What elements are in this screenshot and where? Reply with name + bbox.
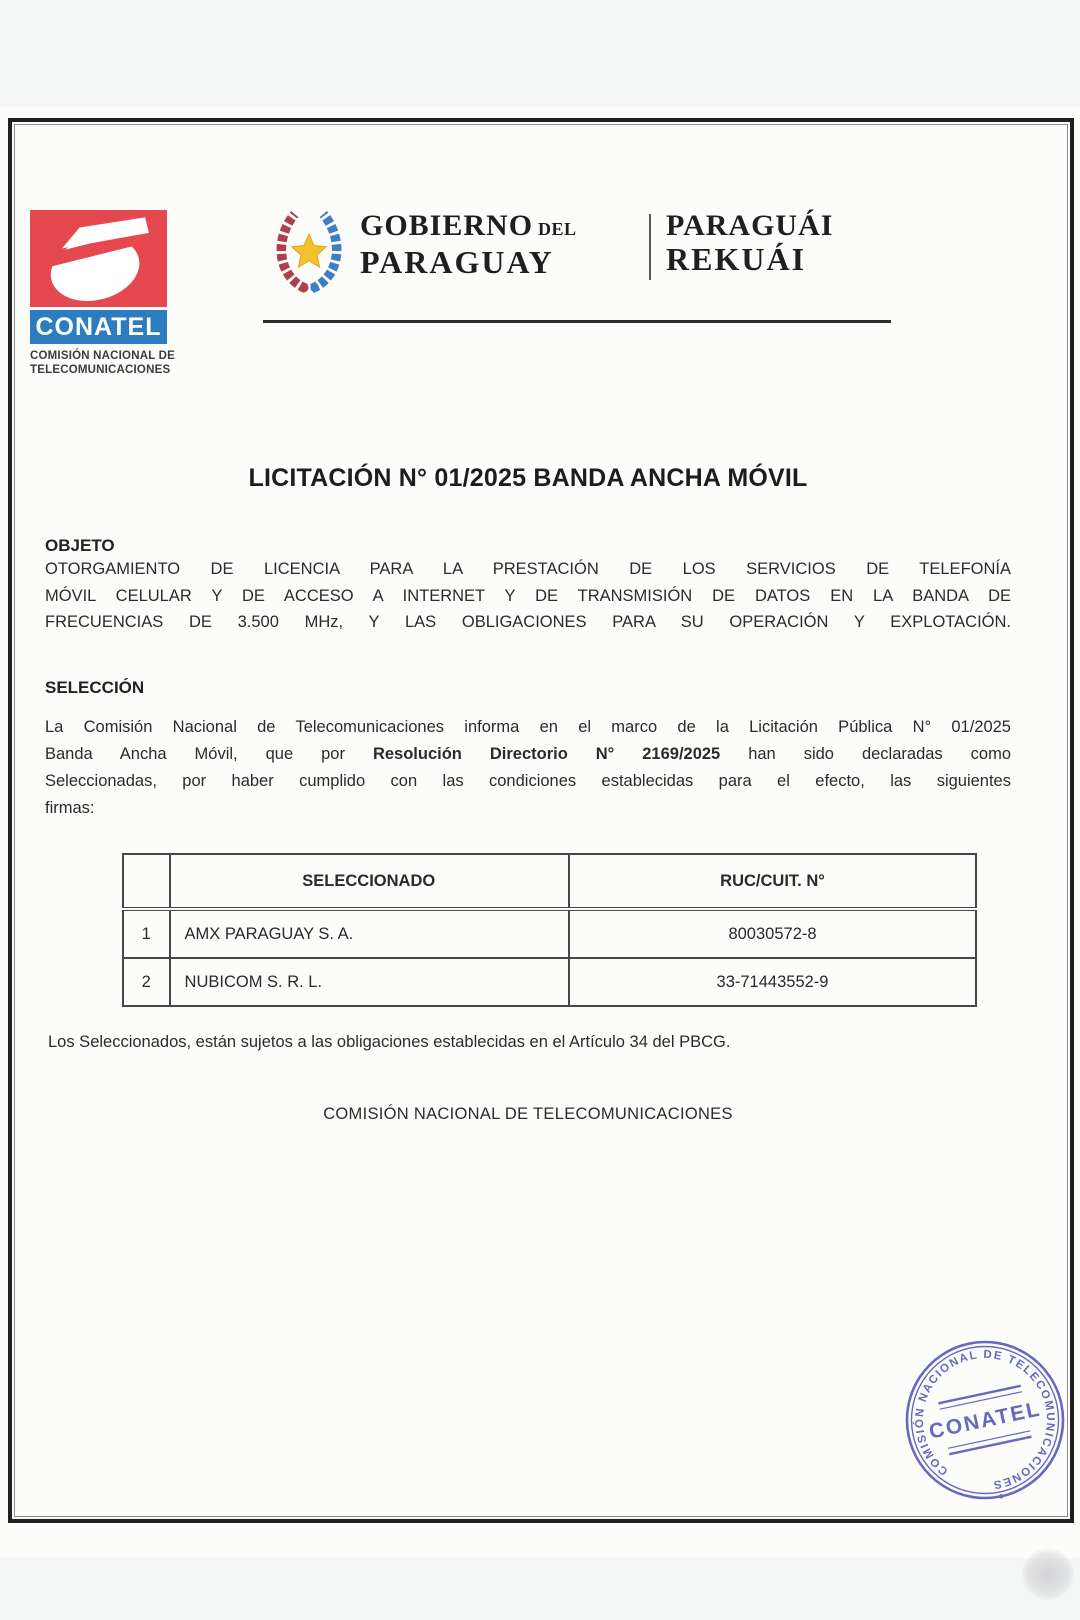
objeto-heading: OBJETO	[45, 536, 115, 555]
page-corner-shadow	[1022, 1548, 1074, 1600]
conatel-logo-icon	[30, 210, 167, 307]
table-header-num	[123, 854, 170, 909]
document-title: LICITACIÓN N° 01/2025 BANDA ANCHA MÓVIL	[248, 464, 808, 492]
seleccion-paragraph: La Comisión Nacional de Telecomunicaciones informa en el marco de la Licitación Pública N° 01/2025 Banda Ancha Móvil, que por Resolución Directorio N° 2169/2025 han sido declaradas como Seleccionadas, por haber cumplido con las condiciones establecidas para el efecto, las siguientes firmas:	[45, 718, 1011, 817]
table-header-row	[123, 854, 976, 909]
table-row: 2 NUBICOM S. R. L. 33-71443552-9	[123, 958, 976, 1006]
signature-organization: COMISIÓN NACIONAL DE TELECOMUNICACIONES	[323, 1105, 733, 1123]
stamp-center-text: CONATEL	[926, 1397, 1044, 1444]
table-header-ruc: RUC/CUIT. N°	[569, 854, 976, 909]
seleccion-heading: SELECCIÓN	[45, 678, 145, 697]
conatel-logo	[30, 210, 180, 377]
stamp-ring-text: COMISIÓN NACIONAL DE TELECOMUNICACIONES	[913, 1348, 1057, 1491]
resolution-number: Resolución Directorio N° 2169/2025	[372, 745, 721, 763]
conatel-stamp-icon	[885, 1320, 1080, 1520]
gov-wordmark-es: GOBIERNO DEL PARAGUAY	[360, 209, 577, 280]
table-header-seleccionado: SELECCIONADO	[170, 854, 569, 909]
header-rule	[263, 320, 891, 323]
gov-logo-divider	[649, 214, 651, 280]
obligations-note: Los Seleccionados, están sujetos a las obligaciones establecidas en el Artículo 34 del PBCG.	[48, 1033, 731, 1051]
conatel-wordmark: CONATEL	[30, 310, 167, 344]
objeto-paragraph: OTORGAMIENTO DE LICENCIA PARA LA PRESTACIÓN DE LOS SERVICIOS DE TELEFONÍA MÓVIL CELULAR Y DE ACCESO A INTERNET Y DE TRANSMISIÓN DE DATOS EN LA BANDA DE FRECUENCIAS DE 3.500 MHz, Y LAS OBLIGACIONES PARA SU OPERACIÓN Y EXPLOTACIÓN.	[45, 560, 1011, 631]
selected-firms-table	[122, 853, 977, 1007]
conatel-subtitle: COMISIÓN NACIONAL DE TELECOMUNICACIONES	[30, 350, 175, 376]
table-row: 1 AMX PARAGUAY S. A. 80030572-8	[123, 909, 976, 958]
paraguay-emblem-icon	[266, 202, 352, 294]
gov-wordmark-guarani: PARAGUÁI REKUÁI	[666, 209, 834, 277]
